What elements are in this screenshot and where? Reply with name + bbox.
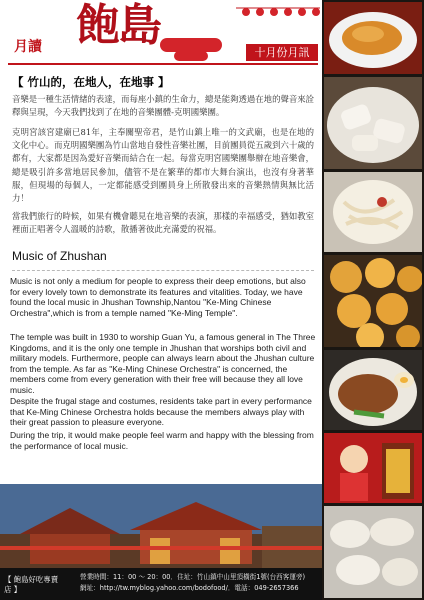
store-web-phone: 網址：http://tw.myblog.yahoo.com/bodofood/．電話：049-2657366 [80, 584, 299, 592]
chinese-paragraph-3: 當我們旅行的時候，如果有機會聽見在地音樂的表演，那樣的幸福感受，猶如教室裡面正唱著令人溫暖的詩歌，散播著彼此充滿愛的祝福。 [12, 211, 314, 235]
english-paragraph-2: The temple was built in 1930 to worship Guan Yu, a famous general in The Three Kingdoms, and it is the only one temple in Jhushan that worships both civil and military models. Furthermore, people can always learn about the Jhushan culture from the temple. As far as "Ke-Ming Chinese Orchestra" is concerned, the members come from every generation with their free will because they all love music. [10, 332, 316, 395]
chinese-section-title: 【 竹山的，在地人，在地事 】 [12, 75, 170, 89]
rice-noodle-rolls-photo [324, 77, 422, 169]
fried-cutlet-photo [324, 2, 422, 74]
logo-seal [160, 38, 222, 52]
noodles-photo [324, 172, 422, 252]
store-contact [80, 572, 320, 594]
english-paragraph-1: Music is not only a medium for people to express their deep emotions, but also for every lovely town to demonstrate its features and vitalities. Today, we have found the local music in Jhushan Township,Nantou "Ke-Ming Chinese Orchestra",which is from a temple named "Ke-Ming Temple". [10, 276, 306, 318]
temple-photo [0, 484, 322, 568]
section-divider [12, 270, 314, 271]
chinese-paragraph-1: 音樂是一種生活情緒的表達，而每座小鎮的生命力，總是能夠透過在地的聲音來詮釋與呈現，今天我們找到了在地的音樂團體-克明國樂團。 [12, 94, 314, 118]
issue-badge: 十月份月訊 [246, 44, 318, 61]
temple-mascot-photo [324, 433, 422, 503]
logo-seal-small [174, 51, 208, 61]
masthead-subtitle: 月讀 [14, 39, 42, 55]
header-rule [8, 63, 318, 65]
masthead-logo: 飽島 [76, 0, 160, 51]
english-paragraph-3: Despite the frugal stage and costumes, residents take part in every performance that Ke-Ming Chinese Orchestra holds because the members always play with their great passion to pleasure everyone. [10, 396, 312, 428]
store-name: 【 飽島好吃專賣店 】 [4, 575, 59, 594]
food-photo-column [322, 0, 424, 600]
english-paragraph-4: During the trip, it would make people feel warm and happy with the blessing from the performance of local music. [10, 430, 314, 451]
english-section-title: Music of Zhushan [12, 249, 107, 263]
fried-balls-photo [324, 255, 422, 347]
chinese-paragraph-2: 克明宮該宮建廟已81年，主奉關聖帝君，是竹山鎮上唯一的文武廟，也是在地的文化中心。而克明國樂團為竹山當地自發性音樂社團，目前團員從五歲到六十歲的都有，大家都是因為愛好音樂而結合在一起。每當克明宮國樂團舉辦在地音樂會，總是吸引許多當地居民參加，儘管不是在繁華的都市大舞台演出，也沒有身著華服，但現場的每個人，一定都能感受到團員身上所散發出來的音樂熱情與無比活力！ [12, 127, 314, 204]
lantern-decoration [236, 2, 320, 14]
masthead [0, 0, 320, 66]
store-hours-address: 營業時間：11：00 ～ 20：00．住址：竹山鎮中山里頂橫街1號(台西客運旁) [80, 573, 306, 581]
dumplings-photo [324, 506, 422, 598]
braised-pork-rice-photo [324, 350, 422, 430]
